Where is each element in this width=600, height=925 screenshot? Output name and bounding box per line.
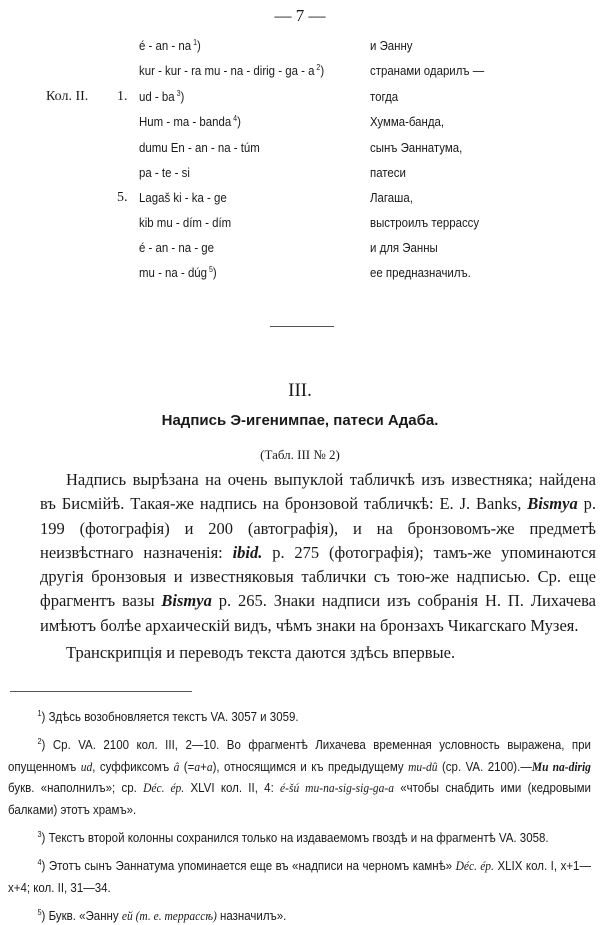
translation-line: выстроилъ террассу [370, 215, 480, 230]
line-number: 1. [117, 89, 128, 104]
column-label: Кол. II. [46, 89, 89, 104]
transliteration-line: ud - ba $^3$) [139, 89, 185, 104]
transliteration-line: é - an - na $^1$) [139, 38, 201, 53]
section-divider [270, 326, 334, 327]
translation-line: ее предназначилъ. [370, 265, 471, 280]
transliteration-line: Hum - ma - banda $^4$) [139, 114, 241, 129]
footnote-marker: 1 [37, 709, 42, 718]
footnote-3: $^3$) Текстъ второй колонны сохранился только на издаваемомъ гвоздѣ и на фрагментѣ VA. 3058. [37, 830, 549, 846]
translation-line: тогда [370, 89, 399, 104]
transliteration-line: kur - kur - ra mu - na - dirig - ga - a $^2$) [139, 63, 325, 78]
translation-line: сынъ Эаннатума, [370, 140, 463, 155]
translation-line: странами одарилъ — [370, 63, 485, 78]
footnote-marker: 5 [207, 265, 213, 274]
footnote-marker: 4 [231, 114, 238, 123]
footnote-marker: 2 [314, 63, 321, 72]
transliteration-line: kib mu - dím - dím [139, 215, 232, 230]
footnote-rule [10, 691, 192, 692]
translation-line: Хумма-банда, [370, 114, 445, 129]
transliteration-line: é - an - na - ge [139, 240, 215, 255]
footnote-1: $^1$) Здѣсь возобновляется текстъ VA. 3057 и 3059. [37, 709, 299, 724]
footnote-5: $^5$) Букв. «Эанну ей (т. е. террассѣ) назначилъ». [37, 908, 287, 924]
footnote-marker: 5 [37, 908, 42, 918]
body-text [40, 468, 596, 665]
footnote-marker: 3 [174, 89, 181, 98]
section-title: Надпись Э-игенимпае, патеси Адаба. [161, 412, 439, 429]
footnote-2: $^2$) Ср. VA. 2100 кол. III, 2—10. Во фрагментѣ Лихачева временная условность выражена, при опущенномъ ud, суффиксомъ â (=a+a), относящимся и къ предыдущему mu-dû (ср. VA. 2100).—Mu na-dirig букв. «наполнилъ»; ср. Déc. ép. XLVI кол. II, 4: é-šú mu-na-sig-sig-ga-a «чтобы снабдить ими (кедровыми балками) этотъ храмъ». [8, 737, 591, 817]
page-number: — 7 — [274, 6, 326, 25]
section-plate-reference: (Табл. III № 2) [260, 447, 340, 462]
line-number: 5. [117, 190, 128, 205]
footnote-marker: 3 [37, 830, 42, 840]
translation-line: и для Эанны [370, 240, 438, 255]
transliteration-line: pa - te - si [139, 165, 190, 180]
transliteration-line: mu - na - dúg $^5$) [139, 265, 217, 280]
footnote-marker: 2 [37, 737, 42, 747]
footnote-4: $^4$) Этотъ сынъ Эаннатума упоминается еще въ «надписи на черномъ камнѣ» Déc. ép. XLIX кол. I, x+1—x+4; кол. II, 31—34. [8, 858, 591, 895]
transliteration-line: dumu En - an - na - túm [139, 140, 260, 155]
transliteration-line: Lagaš ki - ka - ge [139, 190, 227, 205]
translation-line: и Эанну [370, 38, 413, 53]
body-paragraph-2: Транскрипція и переводъ текста даются здѣсь впервые. [66, 643, 456, 663]
section-number: III. [288, 380, 312, 401]
footnote-marker: 1 [191, 38, 198, 47]
translation-line: Лагаша, [370, 190, 413, 205]
translation-line: патеси [370, 165, 406, 180]
footnotes [8, 703, 592, 925]
body-paragraph-1: Надпись вырѣзана на очень выпуклой табличкѣ изъ известняка; найдена въ Бисмiйѣ. Такая-же надпись на бронзовой табличкѣ: E. J. Banks, Bismya p. 199 (фотографія) и 200 (автографія), и на бронзовомъ-же предметѣ неизвѣстнаго назначенія: ibid. p. 275 (фотографія); тамъ-же упоминаются другія бронзовыя и известняковыя таблички съ тою-же надписью. Ср. еще фрагментъ вазы Bismya p. 265. Знаки надписи изъ собранія Н. П. Лихачева имѣютъ болѣе архаическій видъ, чѣмъ знаки на бронзахъ Чикагскаго Музея. [40, 470, 597, 635]
footnote-marker: 4 [37, 858, 42, 868]
